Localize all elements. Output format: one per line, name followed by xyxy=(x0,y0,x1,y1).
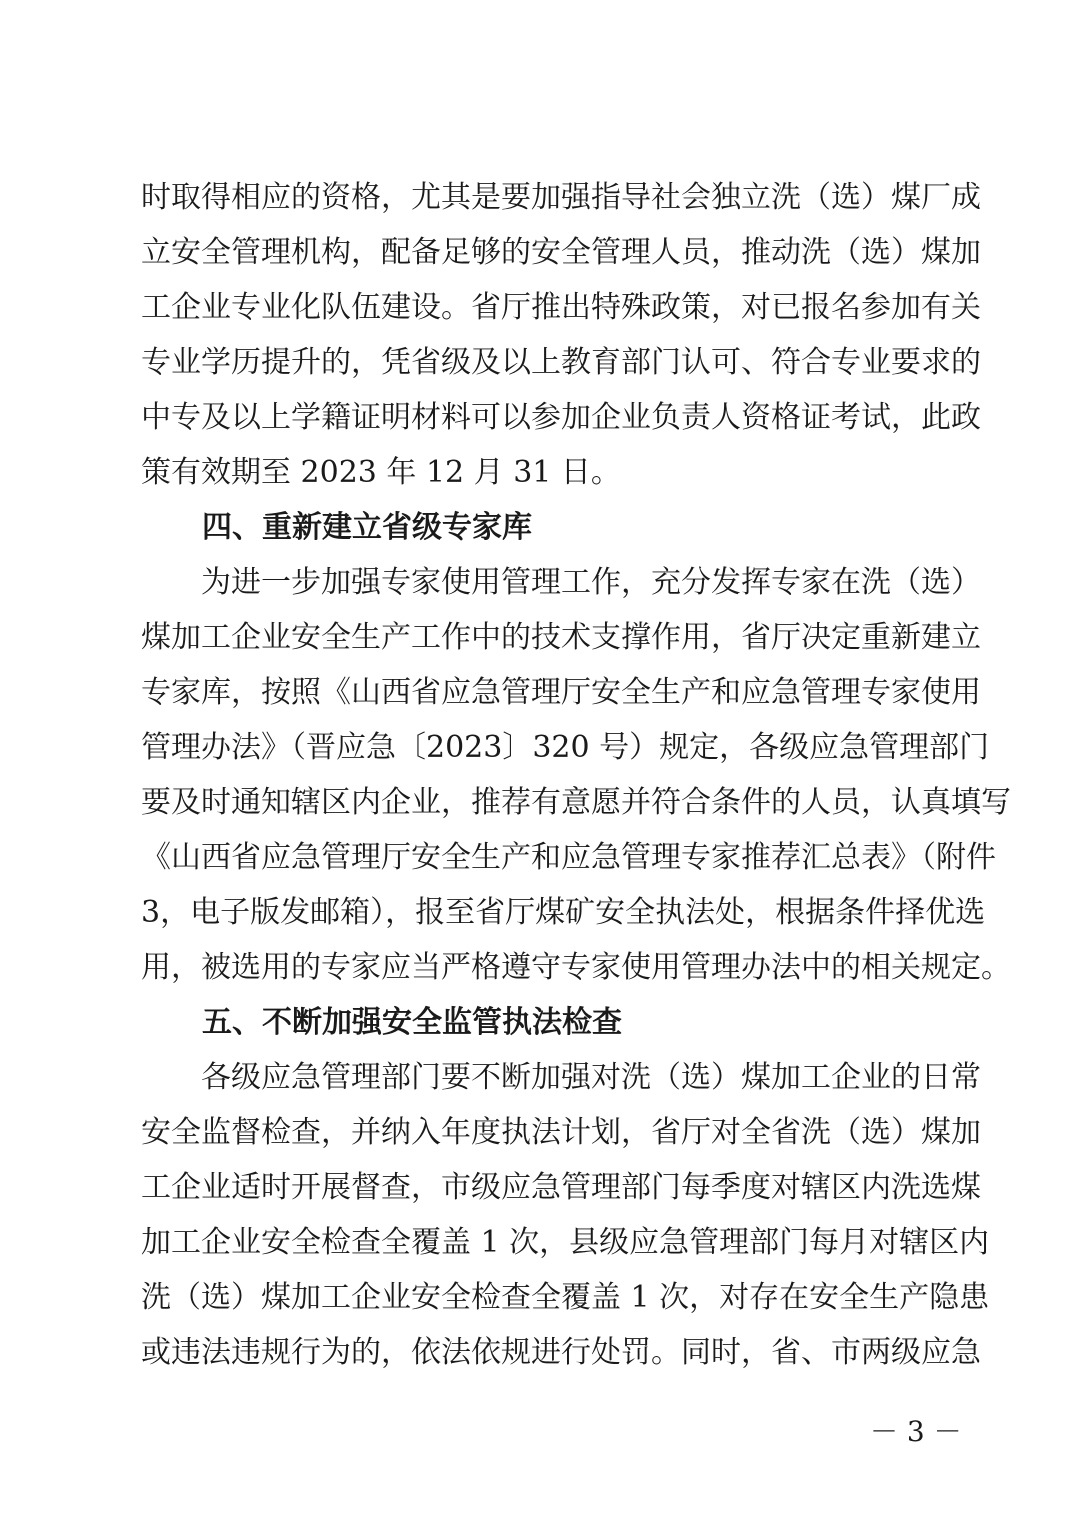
text-line: 管理办法》（晋应急〔2023〕320 号）规定，各级应急管理部门 xyxy=(141,730,990,765)
text-line: 加工企业安全检查全覆盖 1 次，县级应急管理部门每月对辖区内 xyxy=(141,1225,990,1260)
text-line: 为进一步加强专家使用管理工作，充分发挥专家在洗（选） xyxy=(141,565,981,600)
text-line: 洗（选）煤加工企业安全检查全覆盖 1 次，对存在安全生产隐患 xyxy=(141,1280,990,1315)
text-line: 专家库，按照《山西省应急管理厅安全生产和应急管理专家使用 xyxy=(141,675,981,710)
text-line: 时取得相应的资格，尤其是要加强指导社会独立洗（选）煤厂成 xyxy=(141,180,981,215)
text-line: 3，电子版发邮箱），报至省厅煤矿安全执法处，根据条件择优选 xyxy=(141,895,986,930)
text-line: 立安全管理机构，配备足够的安全管理人员，推动洗（选）煤加 xyxy=(141,235,981,270)
text-line: 用，被选用的专家应当严格遵守专家使用管理办法中的相关规定。 xyxy=(141,950,1011,985)
text-line: 中专及以上学籍证明材料可以参加企业负责人资格证考试，此政 xyxy=(141,400,981,435)
text-line: 工企业专业化队伍建设。省厅推出特殊政策，对已报名参加有关 xyxy=(141,290,981,325)
section-heading-expert-database: 四、重新建立省级专家库 xyxy=(202,510,532,545)
section-heading-enforcement: 五、不断加强安全监管执法检查 xyxy=(202,1005,622,1040)
text-line: 工企业适时开展督查，市级应急管理部门每季度对辖区内洗选煤 xyxy=(141,1170,981,1205)
text-line: 安全监督检查，并纳入年度执法计划，省厅对全省洗（选）煤加 xyxy=(141,1115,981,1150)
text-line: 或违法违规行为的，依法依规进行处罚。同时，省、市两级应急 xyxy=(141,1335,981,1370)
text-line: 各级应急管理部门要不断加强对洗（选）煤加工企业的日常 xyxy=(141,1060,981,1095)
text-line: 煤加工企业安全生产工作中的技术支撑作用，省厅决定重新建立 xyxy=(141,620,981,655)
text-line: 要及时通知辖区内企业，推荐有意愿并符合条件的人员，认真填写 xyxy=(141,785,1011,820)
text-line: 策有效期至 2023 年 12 月 31 日。 xyxy=(141,455,621,490)
text-line: 专业学历提升的，凭省级及以上教育部门认可、符合专业要求的 xyxy=(141,345,981,380)
page-number: － 3 － xyxy=(870,1415,962,1448)
text-line: 《山西省应急管理厅安全生产和应急管理专家推荐汇总表》（附件 xyxy=(141,840,996,875)
